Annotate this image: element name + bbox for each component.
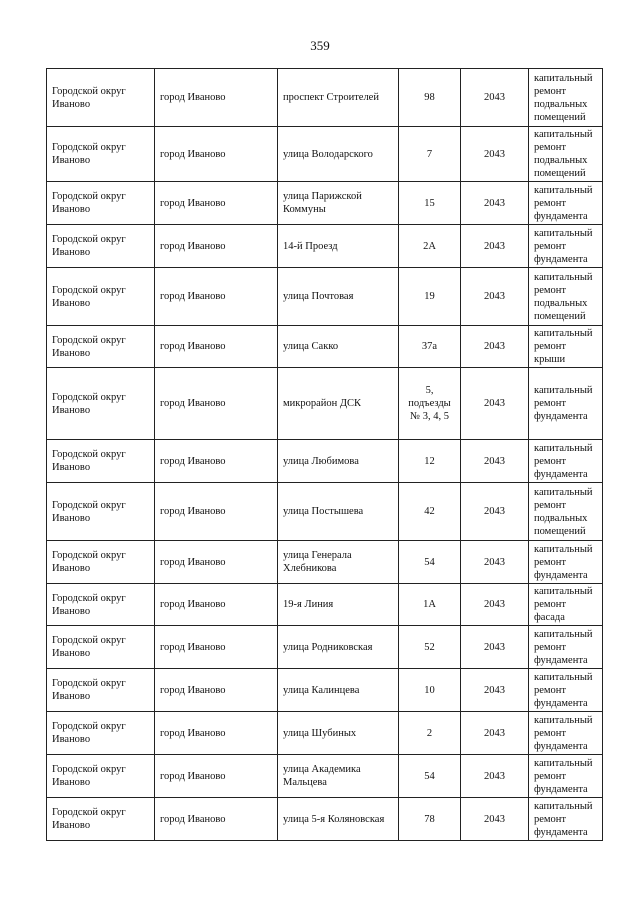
cell-city: город Иваново (155, 225, 278, 268)
cell-street: 19-я Линия (278, 584, 399, 626)
cell-city: город Иваново (155, 326, 278, 368)
cell-district: Городской округ Иваново (47, 225, 155, 268)
cell-work-type: капитальный ремонт фундамента (529, 440, 603, 483)
cell-house-number: 37а (399, 326, 461, 368)
cell-year: 2043 (461, 541, 529, 584)
cell-district: Городской округ Иваново (47, 127, 155, 182)
cell-work-type: капитальный ремонт фундамента (529, 712, 603, 755)
cell-city: город Иваново (155, 368, 278, 440)
cell-district: Городской округ Иваново (47, 712, 155, 755)
cell-house-number: 98 (399, 69, 461, 127)
cell-work-type: капитальный ремонт фундамента (529, 182, 603, 225)
table-row (47, 483, 603, 541)
cell-city: город Иваново (155, 127, 278, 182)
cell-district: Городской округ Иваново (47, 755, 155, 798)
table-row (47, 225, 603, 268)
cell-year: 2043 (461, 268, 529, 326)
cell-year: 2043 (461, 483, 529, 541)
cell-house-number: 78 (399, 798, 461, 841)
cell-city: город Иваново (155, 712, 278, 755)
cell-work-type: капитальный ремонт подвальных помещений (529, 127, 603, 182)
cell-year: 2043 (461, 626, 529, 669)
cell-work-type: капитальный ремонт фундамента (529, 798, 603, 841)
cell-district: Городской округ Иваново (47, 483, 155, 541)
table-row (47, 541, 603, 584)
cell-work-type: капитальный ремонт подвальных помещений (529, 69, 603, 127)
cell-year: 2043 (461, 669, 529, 712)
cell-work-type: капитальный ремонт фундамента (529, 541, 603, 584)
cell-work-type: капитальный ремонт фундамента (529, 368, 603, 440)
table-row (47, 69, 603, 127)
cell-house-number: 52 (399, 626, 461, 669)
cell-city: город Иваново (155, 541, 278, 584)
cell-city: город Иваново (155, 584, 278, 626)
cell-street: улица 5-я Коляновская (278, 798, 399, 841)
cell-house-number: 10 (399, 669, 461, 712)
cell-year: 2043 (461, 584, 529, 626)
cell-street: 14-й Проезд (278, 225, 399, 268)
cell-year: 2043 (461, 368, 529, 440)
table-row (47, 755, 603, 798)
table-row (47, 368, 603, 440)
cell-work-type: капитальный ремонт фундамента (529, 755, 603, 798)
cell-house-number: 7 (399, 127, 461, 182)
cell-work-type: капитальный ремонт фасада (529, 584, 603, 626)
cell-street: улица Академика Мальцева (278, 755, 399, 798)
cell-street: улица Парижской Коммуны (278, 182, 399, 225)
cell-city: город Иваново (155, 440, 278, 483)
cell-district: Городской округ Иваново (47, 626, 155, 669)
cell-year: 2043 (461, 326, 529, 368)
table-row (47, 626, 603, 669)
page-number: 359 (310, 38, 330, 53)
cell-street: проспект Строителей (278, 69, 399, 127)
cell-work-type: капитальный ремонт крыши (529, 326, 603, 368)
table-row (47, 326, 603, 368)
cell-house-number: 5, подъезды № 3, 4, 5 (399, 368, 461, 440)
cell-street: улица Генерала Хлебникова (278, 541, 399, 584)
cell-year: 2043 (461, 182, 529, 225)
cell-year: 2043 (461, 712, 529, 755)
table-row (47, 182, 603, 225)
table-row (47, 584, 603, 626)
cell-work-type: капитальный ремонт фундамента (529, 225, 603, 268)
cell-city: город Иваново (155, 268, 278, 326)
cell-house-number: 12 (399, 440, 461, 483)
table-row (47, 798, 603, 841)
cell-house-number: 2А (399, 225, 461, 268)
cell-work-type: капитальный ремонт фундамента (529, 669, 603, 712)
cell-house-number: 19 (399, 268, 461, 326)
cell-work-type: капитальный ремонт фундамента (529, 626, 603, 669)
cell-street: микрорайон ДСК (278, 368, 399, 440)
cell-district: Городской округ Иваново (47, 268, 155, 326)
cell-city: город Иваново (155, 669, 278, 712)
table-row (47, 440, 603, 483)
cell-city: город Иваново (155, 182, 278, 225)
cell-district: Городской округ Иваново (47, 798, 155, 841)
cell-district: Городской округ Иваново (47, 669, 155, 712)
cell-house-number: 1А (399, 584, 461, 626)
cell-year: 2043 (461, 440, 529, 483)
cell-district: Городской округ Иваново (47, 326, 155, 368)
cell-year: 2043 (461, 755, 529, 798)
cell-year: 2043 (461, 798, 529, 841)
cell-district: Городской округ Иваново (47, 541, 155, 584)
cell-district: Городской округ Иваново (47, 584, 155, 626)
cell-year: 2043 (461, 225, 529, 268)
cell-work-type: капитальный ремонт подвальных помещений (529, 268, 603, 326)
cell-city: город Иваново (155, 755, 278, 798)
cell-district: Городской округ Иваново (47, 69, 155, 127)
cell-house-number: 15 (399, 182, 461, 225)
cell-street: улица Почтовая (278, 268, 399, 326)
cell-year: 2043 (461, 127, 529, 182)
cell-city: город Иваново (155, 69, 278, 127)
cell-house-number: 54 (399, 755, 461, 798)
cell-district: Городской округ Иваново (47, 440, 155, 483)
cell-year: 2043 (461, 69, 529, 127)
cell-street: улица Постышева (278, 483, 399, 541)
cell-house-number: 54 (399, 541, 461, 584)
cell-house-number: 2 (399, 712, 461, 755)
cell-city: город Иваново (155, 798, 278, 841)
table-row (47, 268, 603, 326)
table-row (47, 127, 603, 182)
buildings-table (46, 68, 603, 841)
cell-district: Городской округ Иваново (47, 368, 155, 440)
cell-street: улица Шубиных (278, 712, 399, 755)
cell-work-type: капитальный ремонт подвальных помещений (529, 483, 603, 541)
cell-city: город Иваново (155, 483, 278, 541)
cell-street: улица Сакко (278, 326, 399, 368)
cell-street: улица Калинцева (278, 669, 399, 712)
cell-city: город Иваново (155, 626, 278, 669)
cell-house-number: 42 (399, 483, 461, 541)
cell-street: улица Родниковская (278, 626, 399, 669)
cell-street: улица Володарского (278, 127, 399, 182)
cell-district: Городской округ Иваново (47, 182, 155, 225)
table-row (47, 712, 603, 755)
cell-street: улица Любимова (278, 440, 399, 483)
table-body (47, 69, 603, 841)
table-row (47, 669, 603, 712)
